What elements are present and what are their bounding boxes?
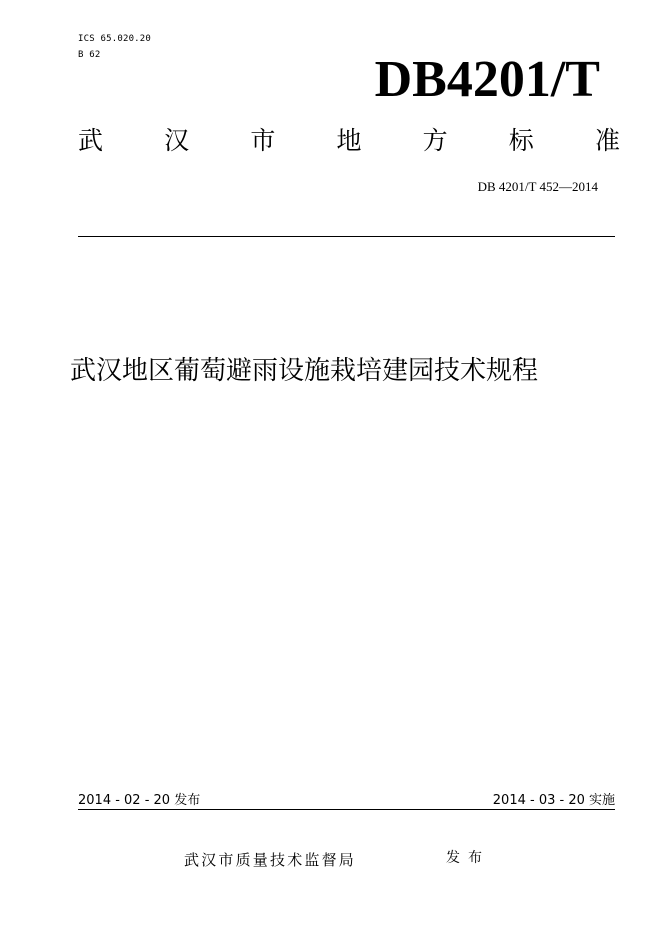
standard-type-char: 方: [422, 126, 448, 155]
standard-type-char: 武: [78, 126, 104, 155]
standard-type-char: 市: [250, 126, 276, 155]
issuing-authority: 武汉市质量技术监督局: [184, 851, 357, 869]
ccs-code: B 62: [78, 50, 101, 60]
standard-type-heading: [78, 128, 620, 153]
standard-number: DB 4201/T 452—2014: [477, 179, 598, 194]
issue-date: 2014 - 02 - 20 发布: [78, 793, 201, 808]
footer-divider: [78, 809, 615, 810]
publish-label: 发布: [446, 850, 490, 866]
standard-type-char: 准: [594, 126, 620, 155]
document-title: 武汉地区葡萄避雨设施栽培建园技术规程: [70, 356, 539, 386]
implementation-date: 2014 - 03 - 20 实施: [492, 793, 615, 808]
standard-type-char: 地: [336, 126, 362, 155]
ics-code: ICS 65.020.20: [78, 34, 152, 44]
standard-type-char: 标: [508, 126, 534, 155]
standard-type-char: 汉: [164, 126, 190, 155]
db-standard-code: DB4201/T: [374, 51, 600, 108]
header-divider: [78, 236, 615, 237]
